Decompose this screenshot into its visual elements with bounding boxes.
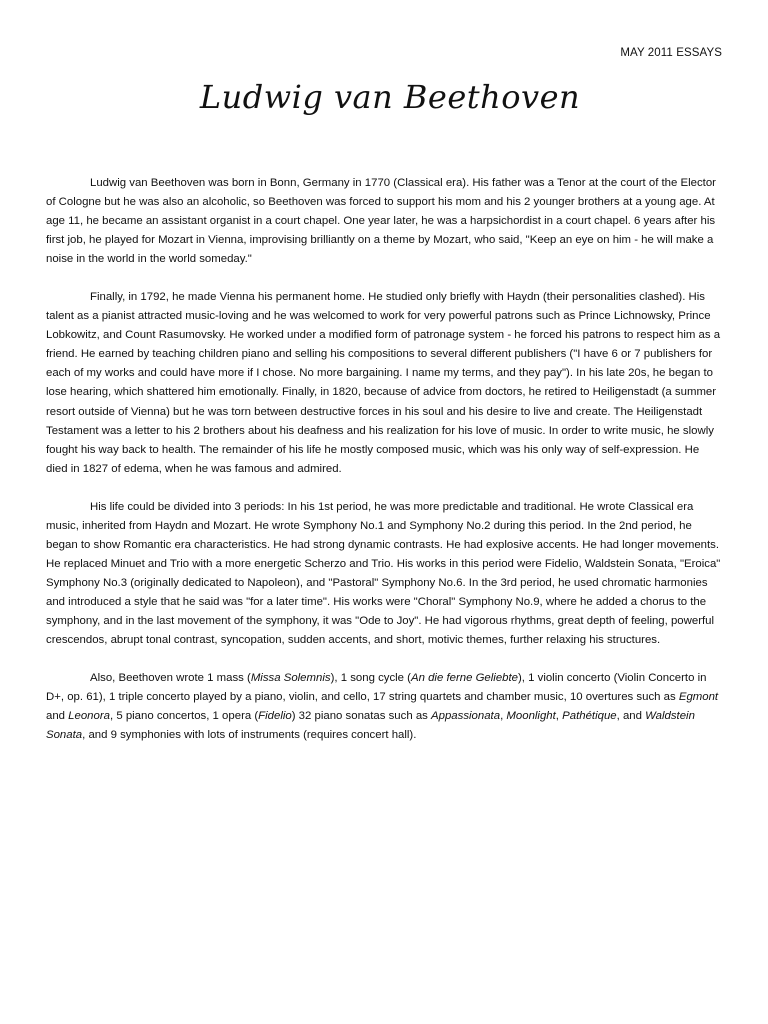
work-title: Pathétique bbox=[562, 710, 617, 723]
work-title: Fidelio bbox=[258, 710, 292, 723]
paragraph-4-text: ), 1 violin concerto (Violin Concerto in D+, op. 61), 1 triple concerto played by a piano, violin, and cello, 17 string quartets and chamber music, 10 overtures such as bbox=[46, 672, 707, 704]
work-title: Egmont bbox=[678, 691, 719, 704]
paragraph-4-text: , bbox=[555, 710, 563, 723]
essay-body bbox=[46, 174, 722, 764]
paragraph-2: Finally, in 1792, he made Vienna his permanent home. He studied only briefly with Haydn (their personalities clashed). His talent as a pianist attracted music-loving and he was welcomed to work for very powerful patrons such as Prince Lichnowsky, Prince Lobkowitz, and Count Rasumovsky. He worked under a modified form of patronage system - he forced his patrons to respect him as a friend. He earned by teaching children piano and selling his compositions to several different publishers ("I have 6 or 7 publishers for each of my works and could have more if I chose. No more bargaining. I name my terms, and they pay"). In his late 20s, he began to lose hearing, which shattered him emotionally. Finally, in 1820, because of advice from doctors, he retired to Heiligenstadt (a summer resort outside of Vienna) but he was torn between destructive forces in his soul and his desire to live and create. The Heiligenstadt Testament was a letter to his 2 brothers about his deafness and his realization for his love of music. In order to write music, he slowly fought his way back to health. The remainder of his life he mostly composed music, which was his only way of self-expression. He died in 1827 of edema, when he was famous and admired. bbox=[46, 291, 721, 475]
paragraph-4-text: , bbox=[500, 710, 507, 723]
paragraph-4-text: , and bbox=[616, 710, 646, 723]
work-title: An die ferne Geliebte bbox=[410, 672, 518, 685]
work-title: Waldstein Sonata bbox=[46, 710, 695, 742]
paragraph-4-text: ), 1 song cycle ( bbox=[330, 672, 411, 685]
paragraph-3: His life could be divided into 3 periods: In his 1st period, he was more predictable and traditional. He wrote Classical era music, inherited from Haydn and Mozart. He wrote Symphony No.1 and Symphony No.2 during this period. In the 2nd period, he began to show Romantic era characteristics. He had strong dynamic contrasts. He had explosive accents. He had longer movements. He replaced Minuet and Trio with a more energetic Scherzo and Trio. His works in this period were Fidelio, Waldstein Sonata, "Eroica" Symphony No.3 (originally dedicated to Napoleon), and "Pastoral" Symphony No.6. In the 3rd period, he used chromatic harmonies and introduced a style that he said was "for a later time". His works were "Choral" Symphony No.9, where he added a chorus to the symphony, and in the last movement of the symphony, it was "Ode to Joy". He had vigorous rhythms, great depth of feeling, powerful crescendos, abrupt tonal contrast, syncopation, sudden accents, and short, motivic themes, further relaxing his structures. bbox=[46, 500, 721, 647]
paragraph-4-text: and bbox=[46, 710, 69, 723]
work-title: Appassionata bbox=[431, 710, 501, 723]
paragraph-1: Ludwig van Beethoven was born in Bonn, Germany in 1770 (Classical era). His father was a Tenor at the court of the Elector of Cologne but he was also an alcoholic, so Beethoven was forced to support his mom and his 2 younger brothers at a young age. At age 11, he became an assistant organist in a court chapel. One year later, he was a harpsichordist in a court chapel. 6 years after his first job, he played for Mozart in Vienna, improvising brilliantly on a theme by Mozart, who said, "Keep an eye on him - he will make a noise in the world in the world someday." bbox=[46, 177, 716, 266]
paragraph-4-text: Also, Beethoven wrote 1 mass ( bbox=[90, 672, 251, 685]
header-tag: MAY 2011 ESSAYS bbox=[620, 47, 722, 59]
paragraph-4-text: ) 32 piano sonatas such as bbox=[291, 710, 432, 723]
page-title: Ludwig van Beethoven bbox=[199, 78, 581, 116]
work-title: Missa Solemnis bbox=[250, 672, 331, 685]
work-title: Leonora bbox=[68, 710, 110, 723]
paragraph-4-text: , 5 piano concertos, 1 opera ( bbox=[109, 710, 259, 723]
paragraph-4 bbox=[46, 669, 722, 745]
work-title: Moonlight bbox=[506, 710, 556, 723]
paragraph-4-text: , and 9 symphonies with lots of instruments (requires concert hall). bbox=[82, 729, 417, 742]
